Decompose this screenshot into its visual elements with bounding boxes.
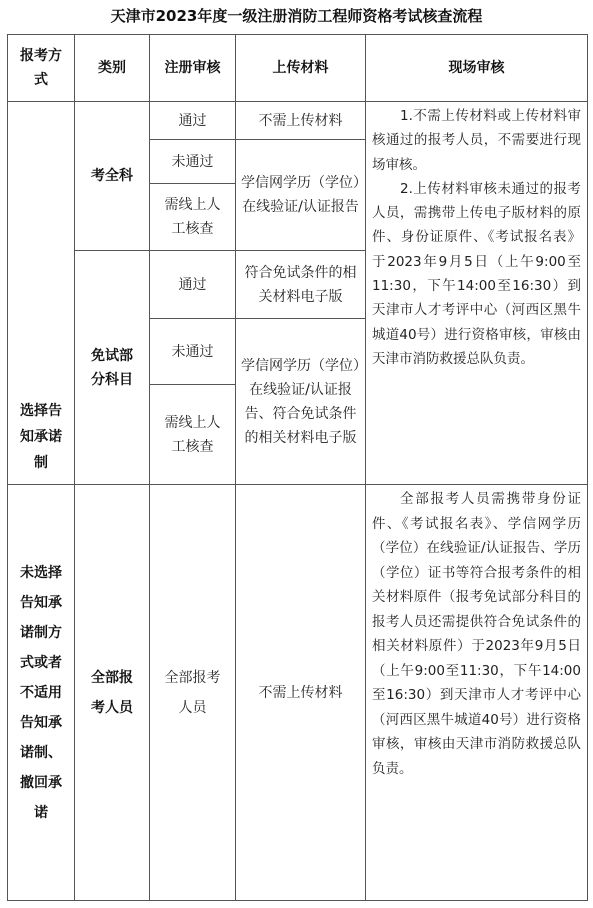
header-category: 类别 xyxy=(75,35,150,102)
category-cell-all: 考全科 xyxy=(75,102,150,251)
page-title: 天津市2023年度一级注册消防工程师资格考试核查流程 xyxy=(110,7,483,25)
category-cell-everyone: 全部报考人员 xyxy=(75,485,150,901)
header-review: 注册审核 xyxy=(150,35,236,102)
review-cell: 未通过 xyxy=(150,319,236,385)
upload-cell: 不需上传材料 xyxy=(236,102,366,140)
onsite-note: 全部报考人员需携带身份证件、《考试报名表》、学信网学历（学位）在线验证/认证报告、学历（学位）证书等符合报考条件的相关材料原件（报考免试部分科目的报考人员还需提供符合免试条件的相关材料原件）于2023年9月5日（上午9:00至11:30，下午14:00至16:30）到天津市人才考评中心（河西区黑牛城道40号）进行资格审核，审核由天津市消防救援总队负责。 xyxy=(372,491,581,777)
upload-cell: 不需上传材料 xyxy=(236,485,366,901)
onsite-notes-cell xyxy=(366,485,588,901)
upload-cell: 学信网学历（学位）在线验证/认证报告、符合免试条件的相关材料电子版 xyxy=(236,319,366,485)
onsite-notes-cell xyxy=(366,102,588,485)
review-cell: 全部报考人员 xyxy=(150,485,236,901)
review-cell: 需线上人工核查 xyxy=(150,184,236,251)
method-cell-promise: 选择告知承诺制 xyxy=(8,102,75,485)
header-onsite: 现场审核 xyxy=(366,35,588,102)
review-cell: 未通过 xyxy=(150,140,236,184)
review-cell: 需线上人工核查 xyxy=(150,385,236,485)
header-row xyxy=(8,35,588,102)
review-process-table xyxy=(7,34,588,901)
onsite-note-2: 2.上传材料审核未通过的报考人员，需携带上传电子版材料的原件、身份证原件、《考试报名表》于2023年9月5日（上午9:00至11:30，下午14:00至16:30）到天津市人才考评中心（河西区黑牛城道40号）进行资格审核，审核由天津市消防救援总队负责。 xyxy=(372,180,581,367)
table-row xyxy=(8,102,588,140)
table-row xyxy=(8,485,588,901)
header-upload: 上传材料 xyxy=(236,35,366,102)
header-method: 报考方式 xyxy=(8,35,75,102)
category-cell-exempt: 免试部分科目 xyxy=(75,251,150,485)
upload-cell: 符合免试条件的相关材料电子版 xyxy=(236,251,366,319)
method-cell-no-promise: 未选择告知承诺制方式或者不适用告知承诺制、撤回承诺 xyxy=(8,485,75,901)
review-cell: 通过 xyxy=(150,102,236,140)
upload-cell: 学信网学历（学位）在线验证/认证报告 xyxy=(236,140,366,251)
onsite-note-1: 1.不需上传材料或上传材料审核通过的报考人员，不需要进行现场审核。 xyxy=(372,108,581,173)
review-cell: 通过 xyxy=(150,251,236,319)
